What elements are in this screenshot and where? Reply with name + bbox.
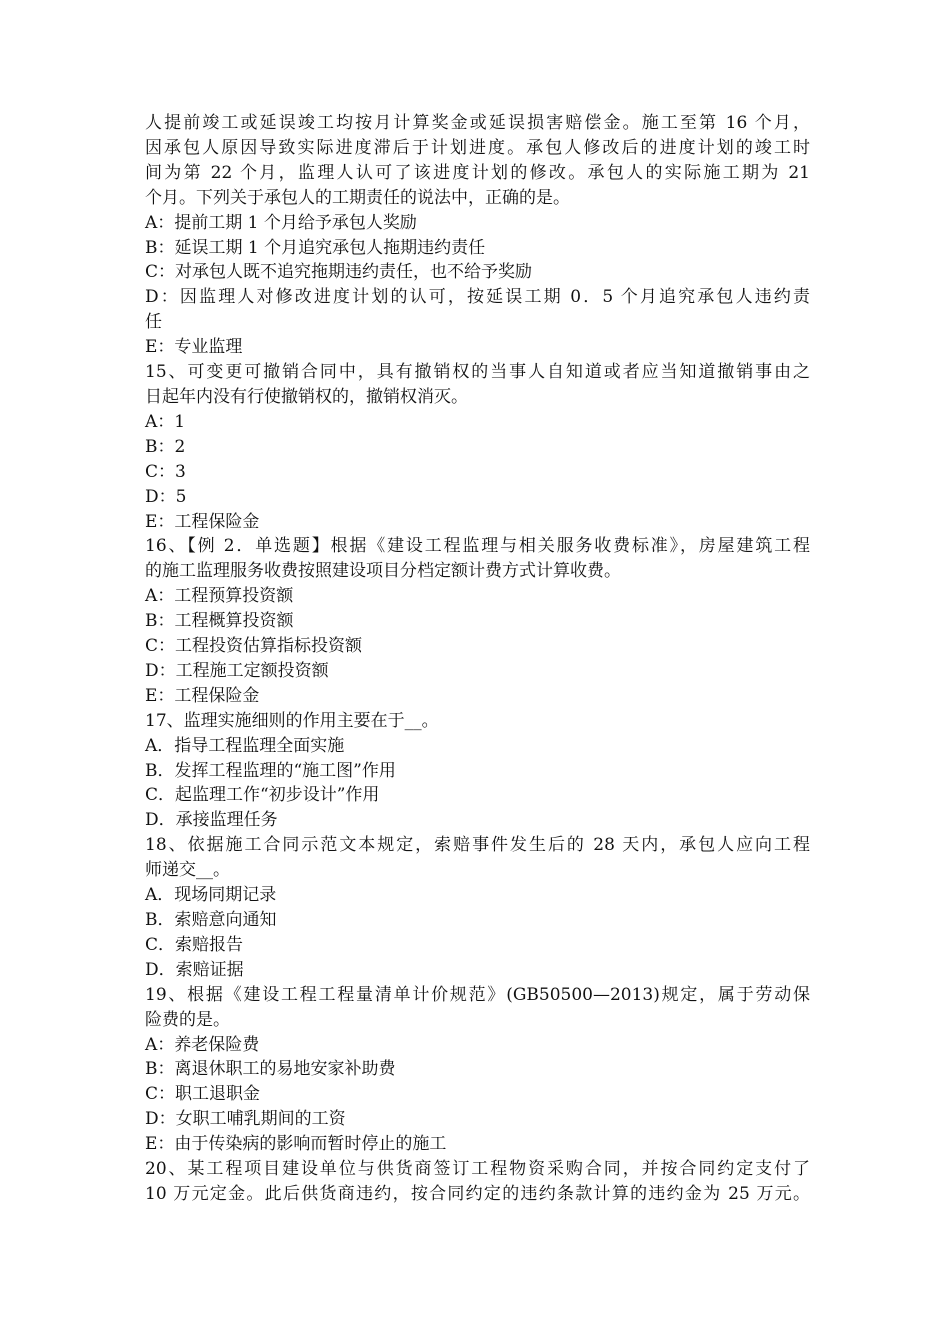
option-line: E：工程保险金 — [145, 511, 260, 532]
option-line: D．承接监理任务 — [145, 810, 278, 831]
option-line: C：职工退职金 — [145, 1084, 261, 1105]
option-line: B：工程概算投资额 — [145, 611, 294, 632]
question-line: 15、可变更可撤销合同中，具有撤销权的当事人自知道或者应当知道撤销事由之 — [145, 362, 810, 383]
option-line: A：养老保险费 — [145, 1034, 260, 1055]
option-line: A：1 — [145, 411, 186, 432]
option-line: C．起监理工作“初步设计”作用 — [145, 785, 380, 806]
text-line: 个月。下列关于承包人的工期责任的说法中，正确的是。 — [145, 187, 570, 208]
option-line: C：对承包人既不追究拖期违约责任，也不给予奖励 — [145, 262, 533, 283]
question-line: 险费的是。 — [145, 1009, 230, 1030]
option-line: B．发挥工程监理的“施工图”作用 — [145, 760, 396, 781]
option-line: B：2 — [145, 436, 186, 457]
text-line: 间为第 22 个月，监理人认可了该进度计划的修改。承包人的实际施工期为 21 — [145, 162, 810, 183]
option-line: C：工程投资估算指标投资额 — [145, 636, 363, 657]
option-line: C．索赔报告 — [145, 934, 244, 955]
option-line: D：女职工哺乳期间的工资 — [145, 1109, 346, 1130]
question-line: 18、依据施工合同示范文本规定，索赔事件发生后的 28 天内，承包人应向工程 — [145, 835, 810, 856]
option-line: C：3 — [145, 461, 186, 482]
option-line: A：工程预算投资额 — [145, 586, 294, 607]
question-line: 10 万元定金。此后供货商违约，按合同约定的违约条款计算的违约金为 25 万元。 — [145, 1183, 810, 1204]
text-line: 因承包人原因导致实际进度滞后于计划进度。承包人修改后的进度计划的竣工时 — [145, 137, 810, 158]
option-line: A．现场同期记录 — [145, 885, 277, 906]
option-line: E：专业监理 — [145, 337, 243, 358]
option-line: 任 — [145, 312, 162, 333]
option-line: B：离退休职工的易地安家补助费 — [145, 1059, 396, 1080]
question-line: 17、监理实施细则的作用主要在于__。 — [145, 710, 439, 731]
question-line: 19、根据《建设工程工程量清单计价规范》(GB50500—2013)规定，属于劳动保 — [145, 984, 810, 1005]
question-line: 师递交__。 — [145, 860, 230, 881]
option-line: B．索赔意向通知 — [145, 910, 277, 930]
option-line: A：提前工期 1 个月给予承包人奖励 — [145, 212, 417, 233]
option-line: E：工程保险金 — [145, 685, 260, 706]
option-line: D：5 — [145, 486, 187, 507]
option-line: E：由于传染病的影响而暂时停止的施工 — [145, 1134, 447, 1155]
option-line: A．指导工程监理全面实施 — [145, 735, 345, 756]
question-line: 的施工监理服务收费按照建设项目分档定额计费方式计算收费。 — [145, 561, 621, 582]
option-line: D：工程施工定额投资额 — [145, 660, 329, 681]
question-line: 20、某工程项目建设单位与供货商签订工程物资采购合同，并按合同约定支付了 — [145, 1159, 810, 1180]
question-line: 16、【例 2．单选题】根据《建设工程监理与相关服务收费标准》，房屋建筑工程 — [145, 536, 810, 557]
question-line: 日起年内没有行使撤销权的，撤销权消灭。 — [145, 386, 468, 407]
option-line: D．索赔证据 — [145, 959, 244, 980]
option-line: D：因监理人对修改进度计划的认可，按延误工期 0．5 个月追究承包人违约责 — [145, 287, 810, 308]
text-line: 人提前竣工或延误竣工均按月计算奖金或延误损害赔偿金。施工至第 16 个月， — [145, 113, 810, 133]
document-body — [145, 111, 810, 1207]
option-line: B：延误工期 1 个月追究承包人拖期违约责任 — [145, 237, 486, 258]
